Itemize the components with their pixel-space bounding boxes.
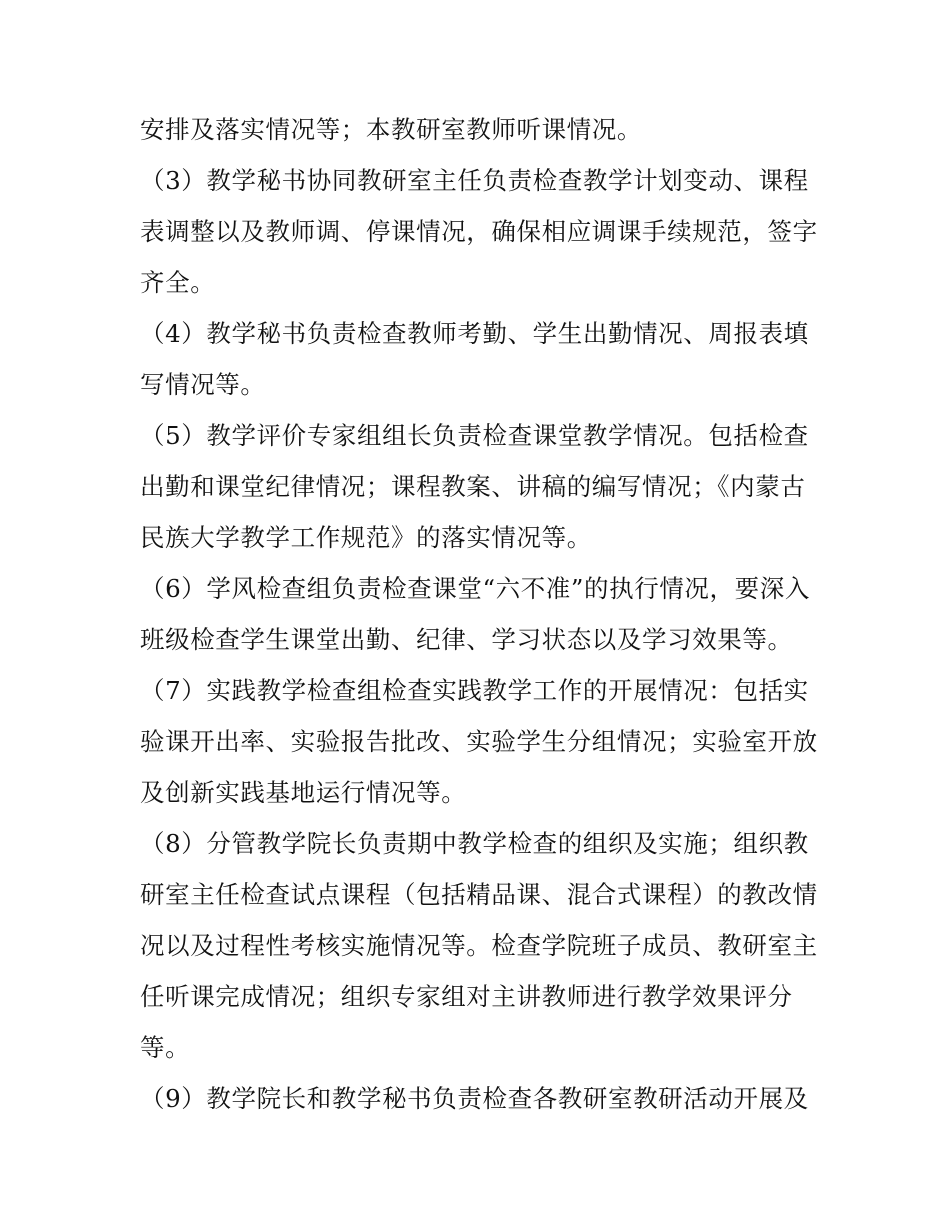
text-line: （4）教学秘书负责检查教师考勤、学生出勤情况、周报表填 xyxy=(140,319,809,348)
text-line: 任听课完成情况；组织专家组对主讲教师进行教学效果评分 xyxy=(140,982,793,1011)
text-line: （6）学风检查组负责检查课堂“六不准”的执行情况，要深入 xyxy=(140,574,810,603)
text-line: 况以及过程性考核实施情况等。检查学院班子成员、教研室主 xyxy=(140,931,818,960)
text-line: （7）实践教学检查组检查实践教学工作的开展情况：包括实 xyxy=(140,676,809,705)
text-line: 安排及落实情况等；本教研室教师听课情况。 xyxy=(140,115,642,144)
text-line: 研室主任检查试点课程（包括精品课、混合式课程）的教改情 xyxy=(140,880,818,909)
text-line: （8）分管教学院长负责期中教学检查的组织及实施；组织教 xyxy=(140,829,809,858)
document-body xyxy=(140,104,818,1124)
text-line: 及创新实践基地运行情况等。 xyxy=(140,778,467,807)
text-line: 验课开出率、实验报告批改、实验学生分组情况；实验室开放 xyxy=(140,727,818,756)
paragraph-item-3 xyxy=(140,155,818,308)
text-line: （5）教学评价专家组组长负责检查课堂教学情况。包括检查 xyxy=(140,421,809,450)
text-line: （9）教学院长和教学秘书负责检查各教研室教研活动开展及 xyxy=(140,1084,809,1113)
paragraph-continued xyxy=(140,104,815,155)
text-line: 出勤和课堂纪律情况；课程教案、讲稿的编写情况；《内蒙古 xyxy=(140,472,806,501)
text-line: 写情况等。 xyxy=(140,370,266,399)
paragraph-item-4 xyxy=(140,308,815,410)
text-line: （3）教学秘书协同教研室主任负责检查教学计划变动、课程 xyxy=(140,166,809,195)
text-line: 表调整以及教师调、停课情况，确保相应调课手续规范，签字 xyxy=(140,217,818,246)
text-line: 等。 xyxy=(140,1033,191,1062)
text-line: 班级检查学生课堂出勤、纪律、学习状态以及学习效果等。 xyxy=(140,625,793,654)
text-line: 齐全。 xyxy=(140,268,216,297)
paragraph-item-7 xyxy=(140,665,818,818)
paragraph-item-8 xyxy=(140,818,818,1073)
paragraph-item-5 xyxy=(140,410,815,563)
paragraph-item-9 xyxy=(140,1073,815,1124)
text-line: 民族大学教学工作规范》的落实情况等。 xyxy=(140,523,592,552)
paragraph-item-6 xyxy=(140,563,815,665)
